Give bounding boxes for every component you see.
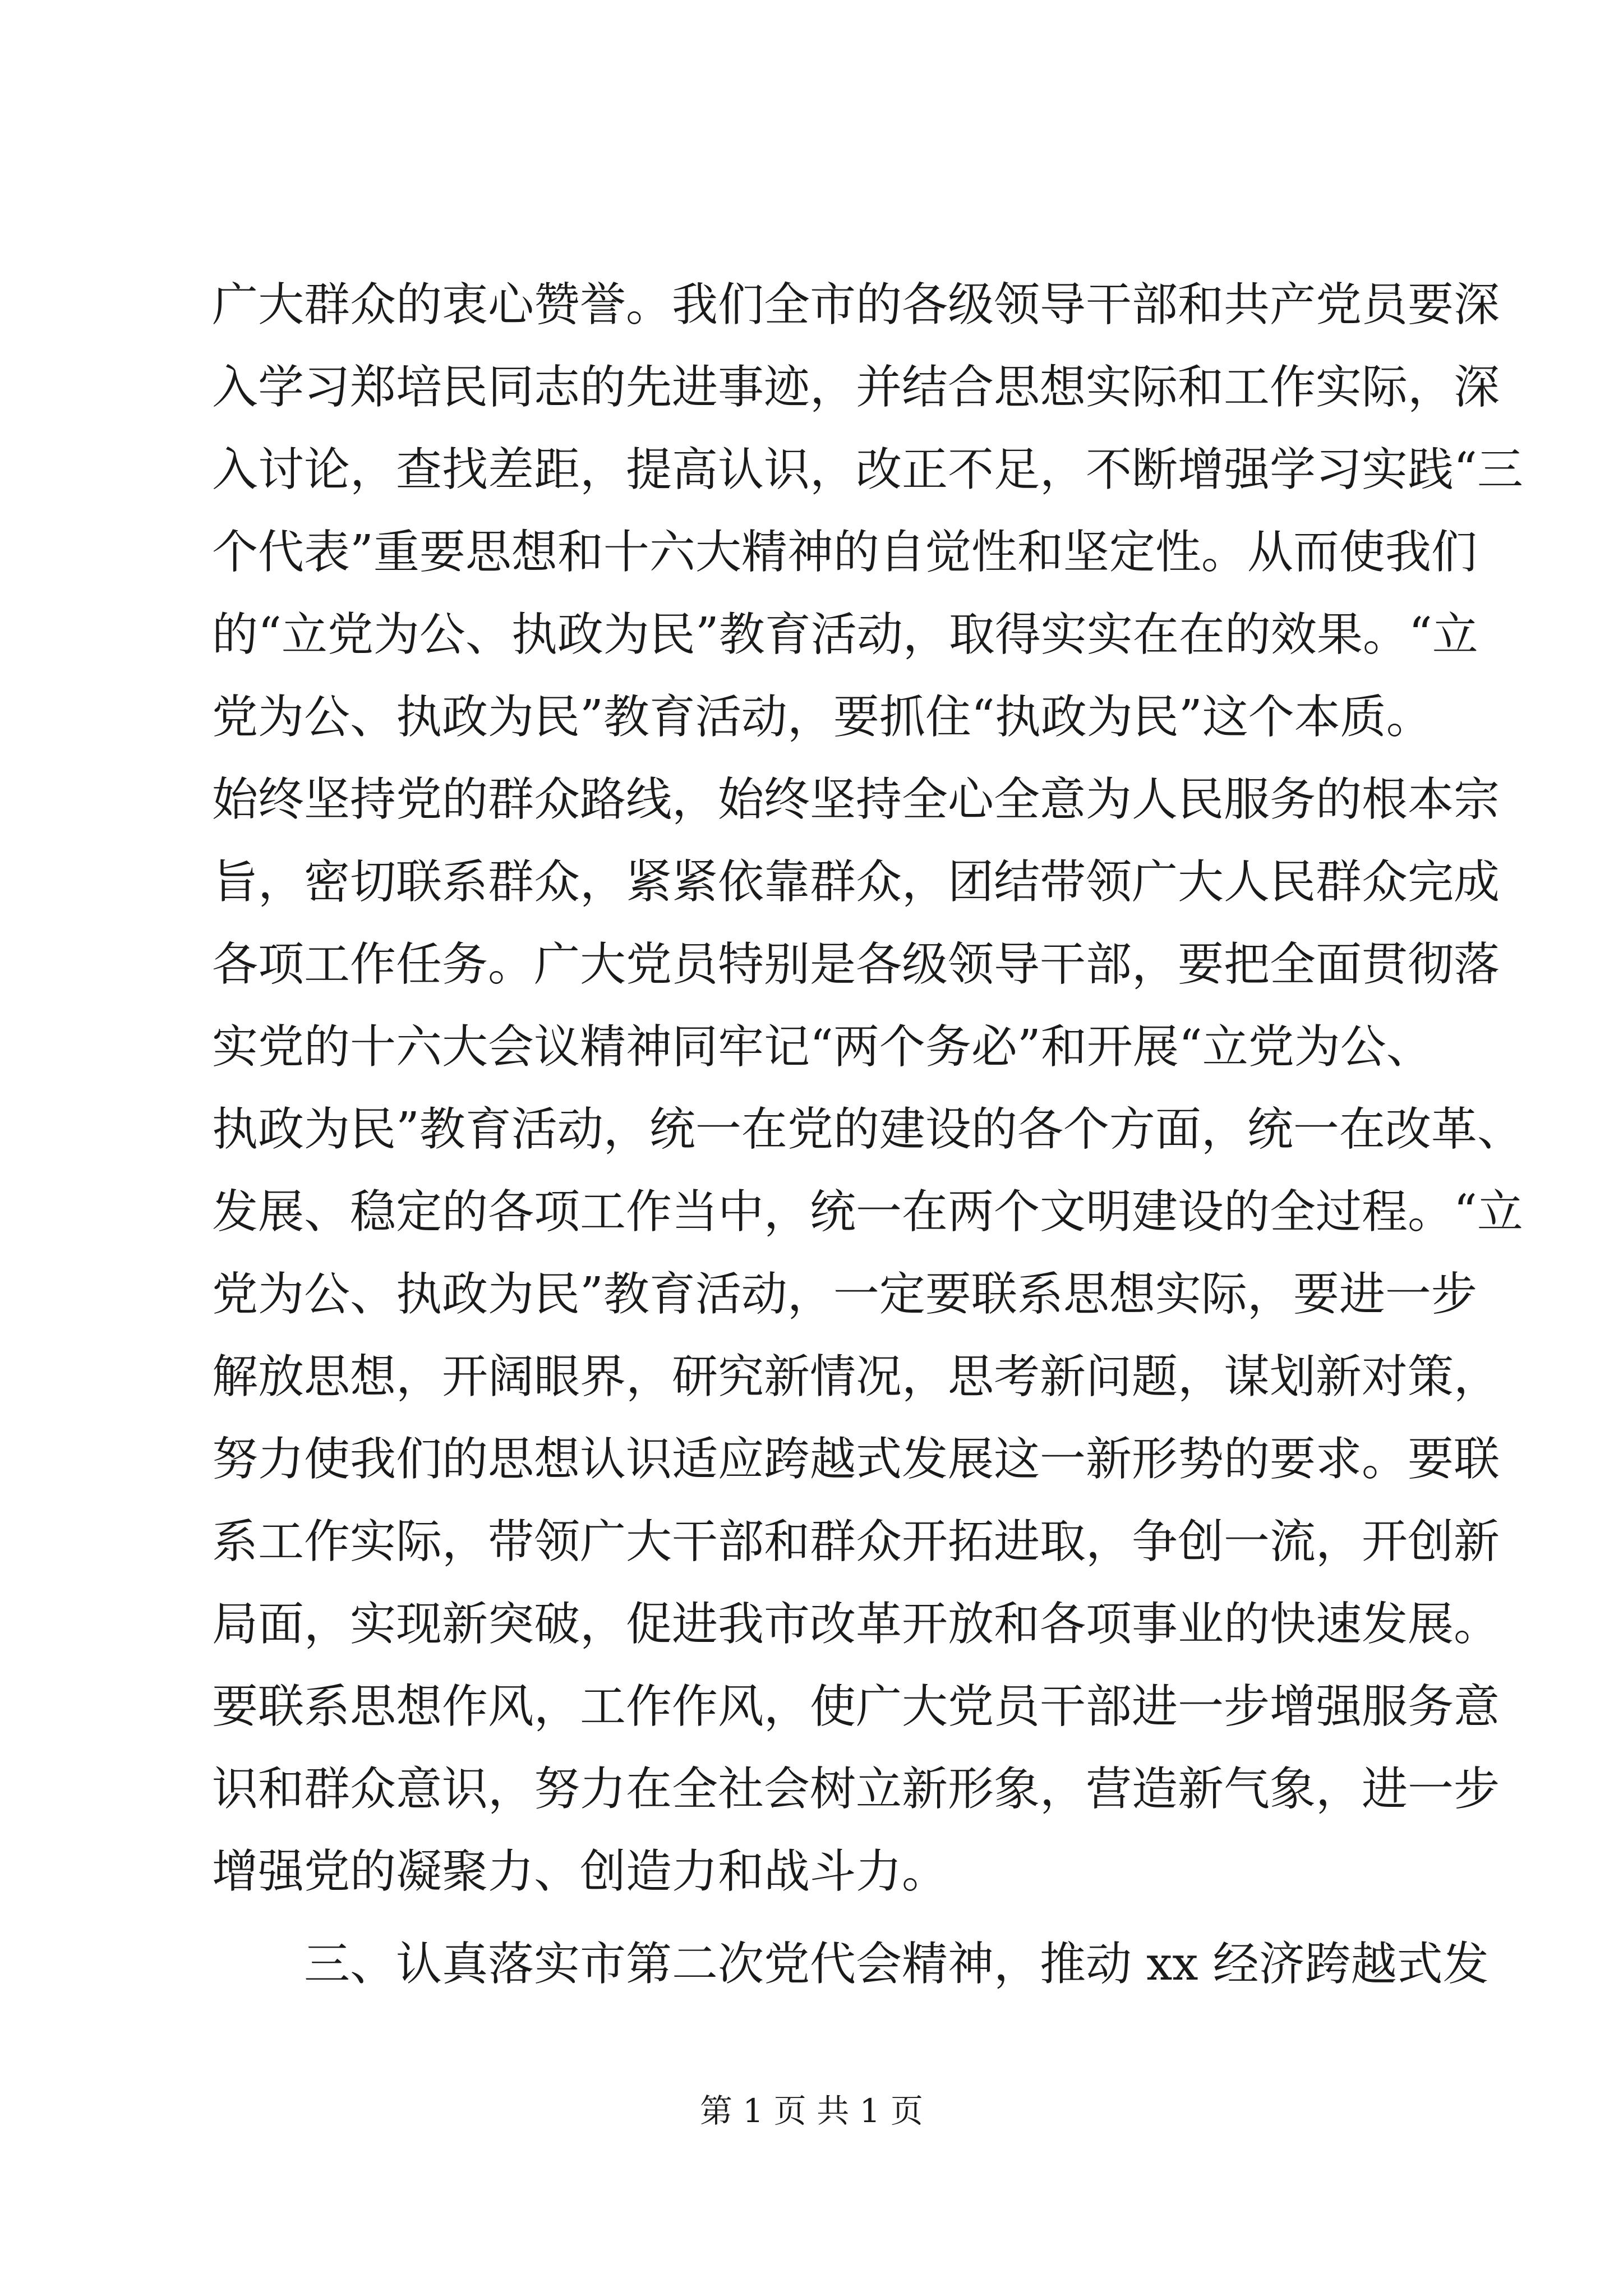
text-line: 识和群众意识，努力在全社会树立新形象，营造新气象，进一步 (212, 1763, 1500, 1816)
text-line: 旨，密切联系群众，紧紧依靠群众，团结带领广大人民群众完成 (212, 855, 1500, 909)
text-line: 发展、稳定的各项工作当中，统一在两个文明建设的全过程。“立 (212, 1185, 1523, 1239)
body-text (212, 264, 1523, 2005)
text-line: 个代表”重要思想和十六大精神的自觉性和坚定性。从而使我们 (212, 526, 1477, 579)
page-footer: 第 1 页 共 1 页 (700, 2092, 923, 2130)
text-line: 党为公、执政为民”教育活动，一定要联系思想实际，要进一步 (212, 1268, 1477, 1321)
text-line: 系工作实际，带领广大干部和群众开拓进取，争创一流，开创新 (212, 1515, 1500, 1568)
text-line: 入学习郑培民同志的先进事迹，并结合思想实际和工作实际，深 (212, 361, 1500, 414)
text-line: 要联系思想作风，工作作风，使广大党员干部进一步增强服务意 (212, 1680, 1500, 1733)
text-line: 的“立党为公、执政为民”教育活动，取得实实在在的效果。“立 (212, 608, 1478, 661)
text-line: 广大群众的衷心赞誉。我们全市的各级领导干部和共产党员要深 (212, 278, 1500, 332)
text-line: 实党的十六大会议精神同牢记“两个务必”和开展“立党为公、 (212, 1020, 1432, 1074)
text-line: 解放思想，开阔眼界，研究新情况，思考新问题，谋划新对策， (212, 1350, 1500, 1404)
section-heading: 三、认真落实市第二次党代会精神，推动 xx 经济跨越式发 (304, 1938, 1489, 1991)
text-line: 入讨论，查找差距，提高认识，改正不足，不断增强学习实践“三 (212, 443, 1523, 496)
text-line: 增强党的凝聚力、创造力和战斗力。 (212, 1845, 948, 1898)
text-line: 始终坚持党的群众路线，始终坚持全心全意为人民服务的根本宗 (212, 773, 1500, 826)
text-line: 各项工作任务。广大党员特别是各级领导干部，要把全面贯彻落 (212, 938, 1500, 991)
text-line: 党为公、执政为民”教育活动，要抓住“执政为民”这个本质。 (212, 691, 1432, 744)
text-line: 执政为民”教育活动，统一在党的建设的各个方面，统一在改革、 (212, 1103, 1523, 1156)
text-line: 局面，实现新突破，促进我市改革开放和各项事业的快速发展。 (212, 1598, 1500, 1651)
text-line: 努力使我们的思想认识适应跨越式发展这一新形势的要求。要联 (212, 1433, 1500, 1486)
